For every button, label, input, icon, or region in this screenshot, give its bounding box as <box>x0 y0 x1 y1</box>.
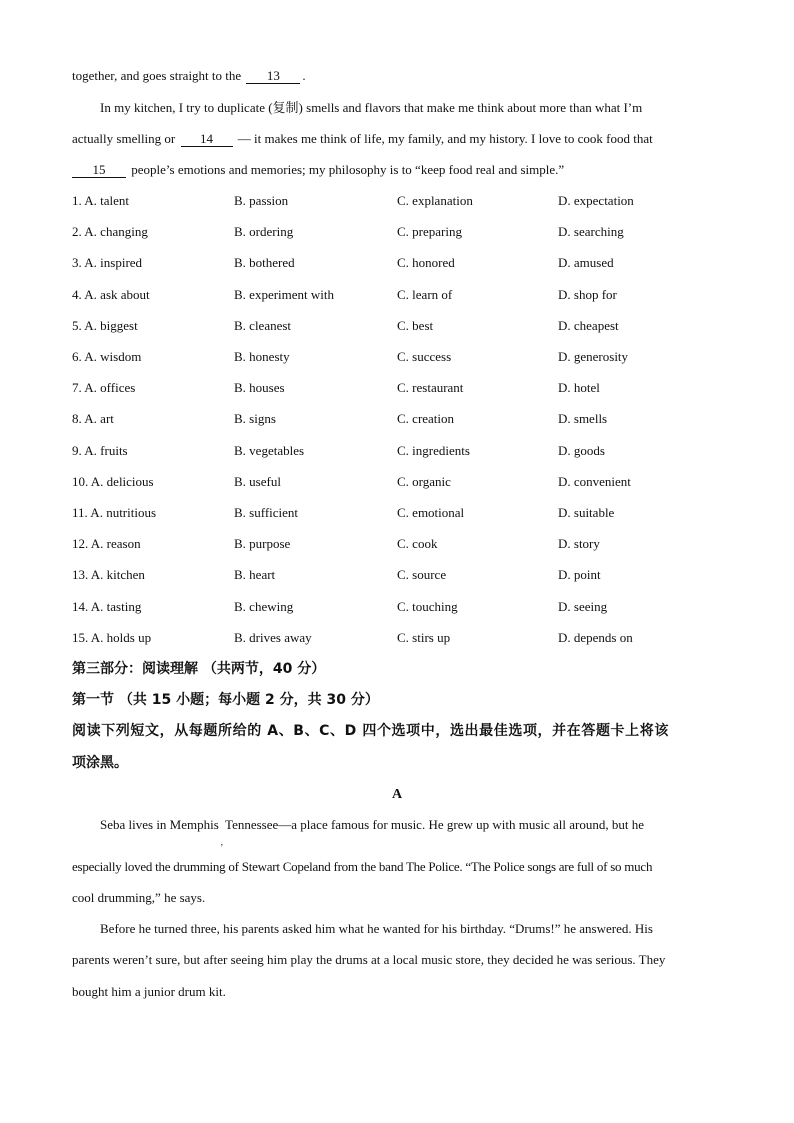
option-b: B. bothered <box>234 255 295 271</box>
option-c: C. preparing <box>397 224 462 240</box>
question-row <box>72 442 732 460</box>
blank-15: 15 <box>72 163 126 178</box>
option-b: B. heart <box>234 567 276 583</box>
option-b: B. drives away <box>234 629 312 645</box>
passage-a-p1-line-1 <box>100 816 724 847</box>
option-a: 1. A. talent <box>72 193 130 208</box>
option-a: 6. A. wisdom <box>72 349 142 364</box>
subsection-title: 第一节 （共 15 小题；每小题 2 分，共 30 分） <box>72 692 379 708</box>
passage-text: — it makes me think of life, my family, and my history. I love to cook food that <box>237 131 653 146</box>
option-d: D. smells <box>558 411 608 427</box>
option-a: 11. A. nutritious <box>72 505 157 520</box>
option-c: C. best <box>397 317 434 333</box>
option-c: C. ingredients <box>397 442 470 458</box>
option-b: B. vegetables <box>234 442 305 458</box>
question-row <box>72 410 732 428</box>
question-row <box>72 598 732 616</box>
question-row <box>72 192 732 210</box>
option-a: 4. A. ask about <box>72 286 150 302</box>
option-b: B. honesty <box>234 349 290 364</box>
option-c: C. organic <box>397 473 451 489</box>
option-a: 5. A. biggest <box>72 317 138 333</box>
question-row <box>72 223 732 241</box>
option-b: B. purpose <box>234 536 291 552</box>
option-a: 7. A. offices <box>72 380 136 396</box>
blank-13: 13 <box>246 69 300 84</box>
option-a: 3. A. inspired <box>72 255 143 271</box>
question-row <box>72 254 732 272</box>
passage-line-2 <box>100 99 724 117</box>
option-d: D. hotel <box>558 380 600 396</box>
option-b: B. useful <box>234 473 281 489</box>
option-d: D. convenient <box>558 473 631 489</box>
question-row <box>72 317 732 335</box>
question-row <box>72 535 732 553</box>
option-d: D. seeing <box>558 598 608 614</box>
option-b: B. cleanest <box>234 317 292 333</box>
passage-a-p1-line-3: cool drumming,” he says. <box>72 890 206 905</box>
option-b: B. houses <box>234 380 285 396</box>
instructions-line-1: 阅读下列短文，从每题所给的 A、B、C、D 四个选项中，选出最佳选项，并在答题卡上将该 <box>72 723 669 739</box>
option-c: C. explanation <box>397 193 473 208</box>
option-a: 10. A. delicious <box>72 473 154 489</box>
question-row <box>72 566 732 584</box>
passage-line-1 <box>72 67 724 85</box>
option-c: C. touching <box>397 598 458 614</box>
passage-line-3 <box>72 130 724 148</box>
option-a: 2. A. changing <box>72 224 148 240</box>
passage-text: together, and goes straight to the <box>72 68 242 83</box>
option-a: 8. A. art <box>72 411 114 427</box>
option-a: 9. A. fruits <box>72 442 128 458</box>
option-c: C. learn of <box>397 286 453 302</box>
passage-text: Tennessee—a place famous for music. He grew up with music all around, but he <box>225 817 644 832</box>
option-c: C. stirs up <box>397 629 451 645</box>
option-d: D. depends on <box>558 629 633 645</box>
passage-text: actually smelling or <box>72 131 176 146</box>
part-three-title: 第三部分：阅读理解 （共两节，40 分） <box>72 661 326 677</box>
question-row <box>72 379 732 397</box>
period: . <box>302 68 306 83</box>
option-a: 13. A. kitchen <box>72 567 145 583</box>
option-c: C. emotional <box>397 505 465 520</box>
option-b: B. passion <box>234 193 289 208</box>
option-b: B. experiment with <box>234 286 335 302</box>
option-c: C. honored <box>397 255 455 271</box>
option-d: D. point <box>558 567 601 583</box>
option-d: D. cheapest <box>558 317 619 333</box>
question-row <box>72 348 732 366</box>
option-d: D. suitable <box>558 505 615 520</box>
option-d: D. searching <box>558 224 624 240</box>
passage-text: In my kitchen, I try to duplicate (复制) smells and flavors that make me think about more than what I’m <box>100 100 643 115</box>
question-row <box>72 286 732 304</box>
option-a: 14. A. tasting <box>72 598 142 614</box>
option-a: 12. A. reason <box>72 536 141 552</box>
passage-text: Seba lives in Memphis <box>100 817 219 832</box>
question-row <box>72 473 732 491</box>
option-b: B. sufficient <box>234 505 299 520</box>
option-d: D. expectation <box>558 193 634 208</box>
option-c: C. success <box>397 349 452 364</box>
option-a: 15. A. holds up <box>72 629 152 645</box>
passage-a-p2-line-1: Before he turned three, his parents asked him what he wanted for his birthday. “Drums!” he answered. His <box>100 921 653 936</box>
option-c: C. cook <box>397 536 438 552</box>
passage-a-p1-line-2: especially loved the drumming of Stewart Copeland from the band The Police. “The Police songs are full of so much <box>72 859 653 874</box>
passage-line-4 <box>72 161 724 179</box>
option-d: D. story <box>558 536 600 552</box>
question-row <box>72 504 732 522</box>
passage-a-p2-line-2: parents weren’t sure, but after seeing him play the drums at a local music store, they decided he was serious. They <box>72 952 666 967</box>
option-d: D. goods <box>558 442 605 458</box>
option-c: C. source <box>397 567 447 583</box>
blank-14: 14 <box>181 132 233 147</box>
passage-a-p2-line-3: bought him a junior drum kit. <box>72 984 226 999</box>
option-b: B. signs <box>234 411 276 427</box>
stray-comma: , <box>220 837 224 847</box>
option-d: D. shop for <box>558 286 617 302</box>
option-c: C. restaurant <box>397 380 464 396</box>
passage-a-title: A <box>391 787 403 802</box>
question-row <box>72 629 732 647</box>
option-b: B. chewing <box>234 598 294 614</box>
option-d: D. generosity <box>558 349 629 364</box>
passage-text: people’s emotions and memories; my philosophy is to “keep food real and simple.” <box>131 162 565 177</box>
option-c: C. creation <box>397 411 455 427</box>
option-b: B. ordering <box>234 224 294 240</box>
option-d: D. amused <box>558 255 614 271</box>
instructions-line-2: 项涂黑。 <box>72 755 128 771</box>
